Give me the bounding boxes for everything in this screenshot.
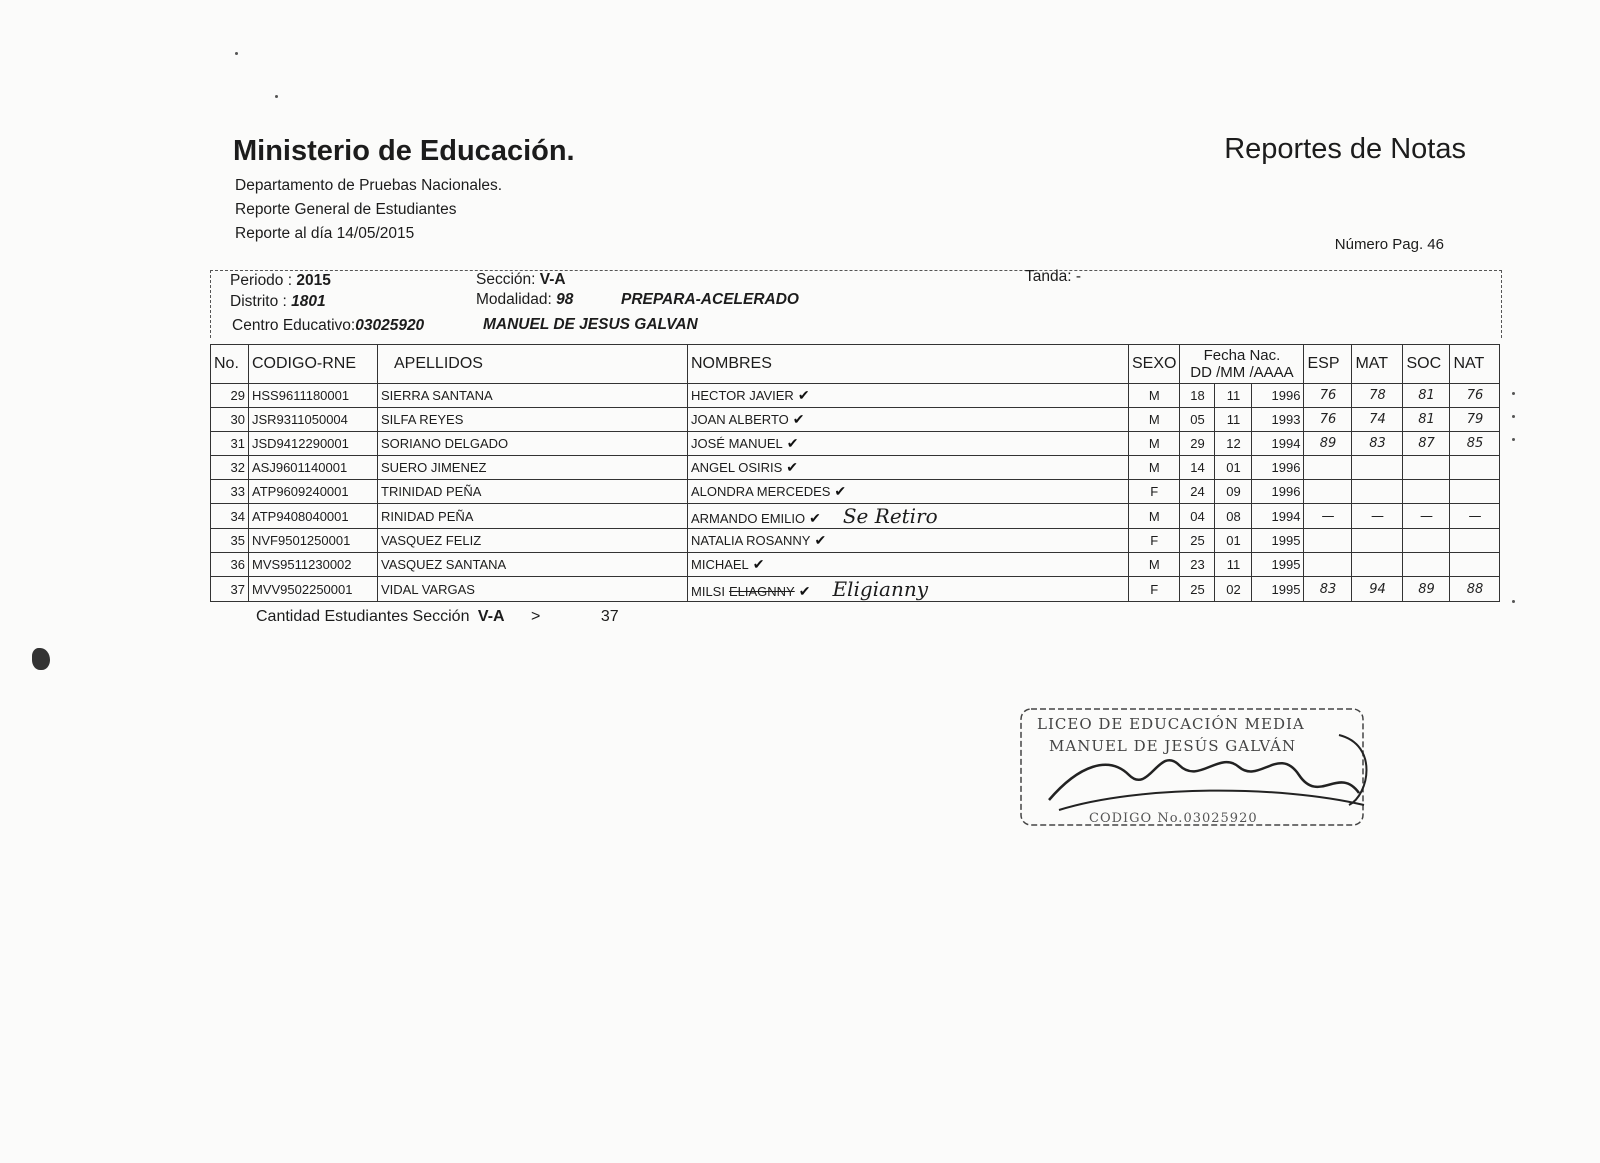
table-header-row: [211, 345, 1500, 384]
row-nombres: [688, 504, 1129, 529]
header-codigo: CODIGO-RNE: [249, 345, 378, 384]
row-sexo: M: [1129, 384, 1180, 408]
header-nat: NAT: [1450, 345, 1500, 384]
row-year: 1995: [1252, 553, 1304, 577]
checkmark-icon: ✔: [814, 532, 827, 548]
grade-nat: [1450, 553, 1500, 577]
centro-educativo: [232, 317, 424, 335]
checkmark-icon: ✔: [809, 510, 821, 526]
checkmark-icon: ✔: [792, 411, 805, 427]
grade-soc: —: [1403, 504, 1450, 529]
grade-esp: —: [1304, 504, 1352, 529]
row-codigo: ATP9609240001: [249, 480, 378, 504]
grade-esp: 89: [1304, 432, 1352, 456]
scan-speck: [275, 95, 278, 98]
row-number: 35: [211, 529, 249, 553]
row-apellidos: RINIDAD PEÑA: [378, 504, 688, 529]
row-day: 29: [1180, 432, 1215, 456]
row-nombres: [688, 456, 1129, 480]
students-table: [210, 344, 1500, 602]
distrito-label: Distrito :: [230, 293, 287, 310]
row-month: 09: [1215, 480, 1252, 504]
nombre-text: ALONDRA MERCEDES: [691, 484, 831, 499]
row-codigo: JSD9412290001: [249, 432, 378, 456]
row-nombres: [688, 384, 1129, 408]
table-row: [211, 384, 1500, 408]
row-day: 24: [1180, 480, 1215, 504]
margin-dot: [1512, 600, 1515, 603]
row-apellidos: SUERO JIMENEZ: [378, 456, 688, 480]
seccion-value: V-A: [539, 271, 566, 288]
count-value: 37: [600, 608, 619, 625]
page-number: Número Pag. 46: [1334, 236, 1444, 253]
grade-esp: [1304, 480, 1352, 504]
row-day: 23: [1180, 553, 1215, 577]
grade-soc: 87: [1403, 432, 1450, 456]
periodo-label: Periodo :: [230, 272, 293, 289]
grade-mat: 83: [1352, 432, 1403, 456]
student-count-line: [256, 608, 619, 626]
row-number: 33: [211, 480, 249, 504]
row-sexo: M: [1129, 504, 1180, 529]
checkmark-icon: ✔: [786, 459, 799, 475]
row-number: 31: [211, 432, 249, 456]
header-fecha-title: Fecha Nac.: [1203, 347, 1281, 364]
checkmark-icon: ✔: [786, 435, 799, 451]
row-codigo: ATP9408040001: [249, 504, 378, 529]
row-apellidos: VASQUEZ FELIZ: [378, 529, 688, 553]
seccion: [476, 271, 566, 289]
general-report-line: Reporte General de Estudiantes: [235, 201, 457, 218]
row-codigo: ASJ9601140001: [249, 456, 378, 480]
grade-esp: 83: [1304, 577, 1352, 602]
stamp-line-1: LICEO DE EDUCACIÓN MEDIA: [1037, 715, 1305, 733]
row-codigo: MVS9511230002: [249, 553, 378, 577]
table-row: [211, 480, 1500, 504]
grade-nat: —: [1450, 504, 1500, 529]
checkmark-icon: ✔: [797, 387, 810, 403]
grade-esp: 76: [1304, 384, 1352, 408]
table-row: [211, 408, 1500, 432]
handwritten-note: Eligianny: [832, 577, 929, 601]
margin-dot: [1512, 438, 1515, 441]
header-nombres: NOMBRES: [688, 345, 1129, 384]
row-codigo: NVF9501250001: [249, 529, 378, 553]
header-esp: ESP: [1304, 345, 1352, 384]
grade-nat: 85: [1450, 432, 1500, 456]
distrito-value: 1801: [291, 293, 326, 310]
ministry-title: Ministerio de Educación.: [233, 135, 575, 167]
modalidad: [476, 291, 573, 309]
table-row: [211, 577, 1500, 602]
stamp-line-2: MANUEL DE JESÚS GALVÁN: [1049, 737, 1297, 755]
row-year: 1993: [1252, 408, 1304, 432]
grade-soc: 89: [1403, 577, 1450, 602]
row-number: 34: [211, 504, 249, 529]
grade-mat: 74: [1352, 408, 1403, 432]
row-year: 1994: [1252, 504, 1304, 529]
row-month: 12: [1215, 432, 1252, 456]
row-sexo: F: [1129, 577, 1180, 602]
table-row: [211, 553, 1500, 577]
table-row: [211, 529, 1500, 553]
row-year: 1995: [1252, 529, 1304, 553]
grade-mat: [1352, 456, 1403, 480]
grade-nat: [1450, 480, 1500, 504]
nombre-text: MICHAEL: [691, 557, 749, 572]
periodo: [230, 272, 331, 290]
row-day: 05: [1180, 408, 1215, 432]
header-sexo: SEXO: [1129, 345, 1180, 384]
nombre-text: MILSI: [691, 584, 725, 599]
row-sexo: F: [1129, 480, 1180, 504]
row-year: 1996: [1252, 456, 1304, 480]
school-stamp: [1019, 705, 1369, 830]
grade-mat: —: [1352, 504, 1403, 529]
grade-esp: [1304, 529, 1352, 553]
header-no: No.: [211, 345, 249, 384]
count-section: V-A: [477, 608, 505, 625]
row-month: 08: [1215, 504, 1252, 529]
row-month: 01: [1215, 456, 1252, 480]
row-day: 18: [1180, 384, 1215, 408]
grade-soc: [1403, 529, 1450, 553]
grade-nat: 88: [1450, 577, 1500, 602]
row-month: 11: [1215, 408, 1252, 432]
row-sexo: M: [1129, 456, 1180, 480]
row-codigo: HSS9611180001: [249, 384, 378, 408]
row-day: 14: [1180, 456, 1215, 480]
row-sexo: F: [1129, 529, 1180, 553]
row-month: 11: [1215, 384, 1252, 408]
row-nombres: [688, 480, 1129, 504]
nombre-text: JOAN ALBERTO: [691, 412, 789, 427]
grade-nat: 76: [1450, 384, 1500, 408]
grade-soc: [1403, 480, 1450, 504]
report-title: Reportes de Notas: [1224, 133, 1466, 165]
grade-nat: [1450, 529, 1500, 553]
periodo-value: 2015: [296, 272, 331, 289]
table-row: [211, 456, 1500, 480]
row-sexo: M: [1129, 432, 1180, 456]
grade-soc: [1403, 456, 1450, 480]
header-mat: MAT: [1352, 345, 1403, 384]
row-sexo: M: [1129, 553, 1180, 577]
header-fecha: [1180, 345, 1304, 384]
row-nombres: [688, 577, 1129, 602]
checkmark-icon: ✔: [834, 483, 847, 499]
grade-esp: [1304, 553, 1352, 577]
row-month: 11: [1215, 553, 1252, 577]
grade-nat: 79: [1450, 408, 1500, 432]
modalidad-name: PREPARA-ACELERADO: [621, 291, 799, 308]
modalidad-value: 98: [556, 291, 574, 308]
grade-soc: [1403, 553, 1450, 577]
table-row: [211, 432, 1500, 456]
modalidad-label: Modalidad:: [476, 291, 552, 308]
grade-esp: 76: [1304, 408, 1352, 432]
checkmark-icon: ✔: [752, 556, 765, 572]
grade-nat: [1450, 456, 1500, 480]
header-fecha-format: DD /MM /AAAA: [1190, 364, 1294, 381]
department-line: Departamento de Pruebas Nacionales.: [235, 177, 503, 194]
scan-speck: [235, 52, 238, 55]
report-date-line: Reporte al día 14/05/2015: [235, 225, 415, 242]
grade-esp: [1304, 456, 1352, 480]
grade-mat: 78: [1352, 384, 1403, 408]
handwritten-note: Se Retiro: [842, 504, 938, 528]
table-row: [211, 504, 1500, 529]
row-nombres: [688, 432, 1129, 456]
row-apellidos: SIERRA SANTANA: [378, 384, 688, 408]
margin-dot: [1512, 415, 1515, 418]
grade-mat: [1352, 529, 1403, 553]
row-year: 1996: [1252, 480, 1304, 504]
row-day: 25: [1180, 529, 1215, 553]
count-arrow: >: [531, 608, 541, 625]
row-sexo: M: [1129, 408, 1180, 432]
row-number: 30: [211, 408, 249, 432]
row-day: 04: [1180, 504, 1215, 529]
margin-dot: [1512, 392, 1515, 395]
row-codigo: JSR9311050004: [249, 408, 378, 432]
grade-mat: 94: [1352, 577, 1403, 602]
count-label: Cantidad Estudiantes Sección: [256, 608, 470, 625]
row-month: 02: [1215, 577, 1252, 602]
row-year: 1994: [1252, 432, 1304, 456]
struck-name: ELIAGNNY: [728, 584, 795, 599]
nombre-text: ANGEL OSIRIS: [691, 460, 783, 475]
row-number: 37: [211, 577, 249, 602]
centro-label: Centro Educativo:: [232, 317, 356, 334]
row-month: 01: [1215, 529, 1252, 553]
nombre-text: ARMANDO EMILIO: [691, 511, 806, 526]
checkmark-icon: ✔: [798, 583, 811, 599]
school-name: MANUEL DE JESUS GALVAN: [483, 316, 698, 333]
scan-blot: [32, 648, 50, 670]
row-year: 1996: [1252, 384, 1304, 408]
row-apellidos: VIDAL VARGAS: [378, 577, 688, 602]
row-year: 1995: [1252, 577, 1304, 602]
row-nombres: [688, 553, 1129, 577]
row-apellidos: SORIANO DELGADO: [378, 432, 688, 456]
row-apellidos: TRINIDAD PEÑA: [378, 480, 688, 504]
row-number: 36: [211, 553, 249, 577]
grade-soc: 81: [1403, 384, 1450, 408]
row-number: 32: [211, 456, 249, 480]
distrito: [230, 293, 326, 311]
grade-soc: 81: [1403, 408, 1450, 432]
tanda: Tanda: -: [1025, 268, 1082, 285]
stamp-line-3: CODIGO No.03025920: [1089, 811, 1258, 826]
nombre-text: JOSÉ MANUEL: [691, 436, 783, 451]
header-soc: SOC: [1403, 345, 1450, 384]
centro-value: 03025920: [355, 317, 425, 334]
grade-mat: [1352, 553, 1403, 577]
nombre-text: HECTOR JAVIER: [691, 388, 794, 403]
seccion-label: Sección:: [476, 271, 536, 288]
row-nombres: [688, 529, 1129, 553]
row-nombres: [688, 408, 1129, 432]
row-apellidos: SILFA REYES: [378, 408, 688, 432]
row-number: 29: [211, 384, 249, 408]
grade-mat: [1352, 480, 1403, 504]
header-apellidos: APELLIDOS: [378, 345, 688, 384]
row-codigo: MVV9502250001: [249, 577, 378, 602]
row-apellidos: VASQUEZ SANTANA: [378, 553, 688, 577]
row-day: 25: [1180, 577, 1215, 602]
nombre-text: NATALIA ROSANNY: [691, 533, 811, 548]
